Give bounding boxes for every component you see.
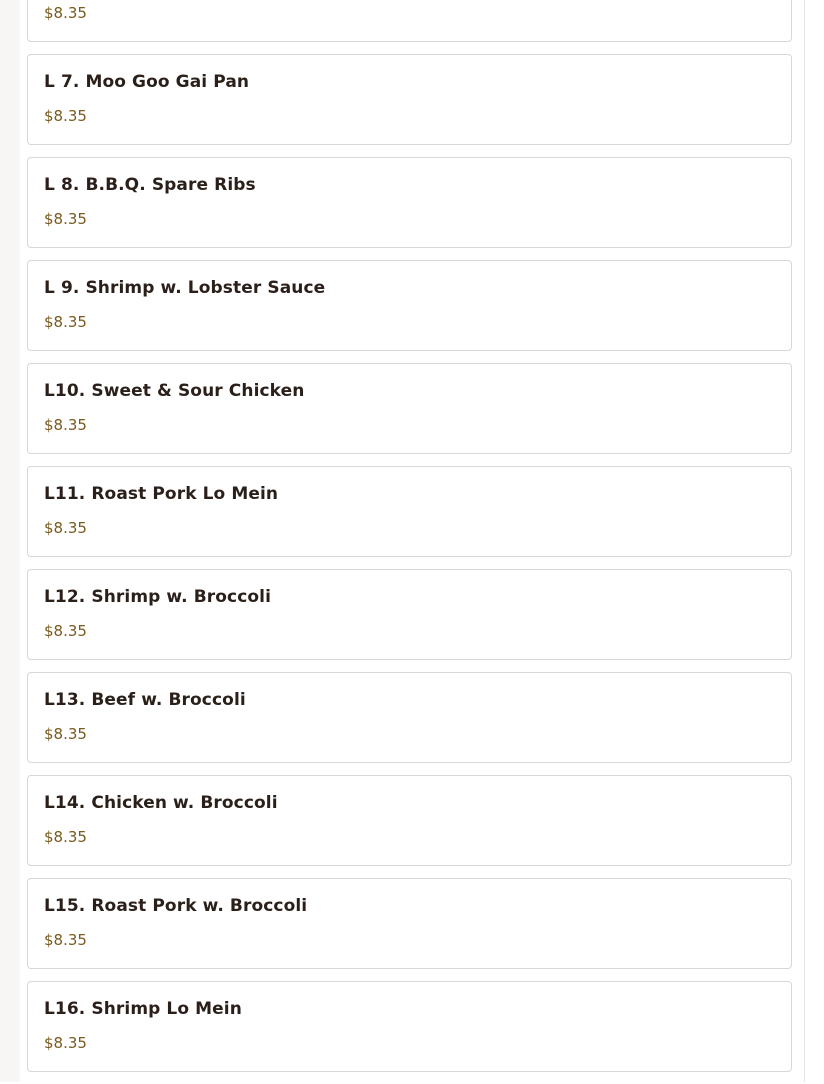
- menu-item-card[interactable]: [27, 157, 792, 248]
- menu-item-card[interactable]: [27, 878, 792, 969]
- menu-item-card[interactable]: [27, 466, 792, 557]
- menu-item-name: L14. Chicken w. Broccoli: [44, 793, 278, 813]
- menu-item-card[interactable]: [27, 54, 792, 145]
- menu-item-name: L10. Sweet & Sour Chicken: [44, 381, 305, 401]
- menu-item-price: $8.35: [44, 725, 87, 743]
- menu-item-price: $8.35: [44, 931, 87, 949]
- menu-item-name: L12. Shrimp w. Broccoli: [44, 587, 272, 607]
- menu-item-name: L11. Roast Pork Lo Mein: [44, 484, 279, 504]
- menu-item-card[interactable]: [27, 775, 792, 866]
- menu-item-name: L15. Roast Pork w. Broccoli: [44, 896, 308, 916]
- menu-item-price: $8.35: [44, 519, 87, 537]
- menu-item-price: $8.35: [44, 416, 87, 434]
- menu-item-card[interactable]: [27, 672, 792, 763]
- menu-item-name: L16. Shrimp Lo Mein: [44, 999, 242, 1019]
- menu-item-price: $8.35: [44, 622, 87, 640]
- menu-item-card[interactable]: [27, 569, 792, 660]
- menu-item-price: $8.35: [44, 1034, 87, 1052]
- menu-item-price: $8.35: [44, 313, 87, 331]
- menu-item-name: L13. Beef w. Broccoli: [44, 690, 246, 710]
- menu-item-price: $8.35: [44, 107, 87, 125]
- menu-item-list: [27, 0, 792, 1084]
- menu-item-price: $8.35: [44, 828, 87, 846]
- menu-item-name: L 8. B.B.Q. Spare Ribs: [44, 175, 256, 195]
- menu-item-name: L 9. Shrimp w. Lobster Sauce: [44, 278, 326, 298]
- menu-item-card[interactable]: [27, 260, 792, 351]
- menu-item-name: L 7. Moo Goo Gai Pan: [44, 72, 250, 92]
- page-left-gutter: [0, 0, 20, 1082]
- menu-item-card[interactable]: [27, 981, 792, 1072]
- menu-item-price: $8.35: [44, 210, 87, 228]
- menu-item-card[interactable]: [27, 363, 792, 454]
- menu-item-card[interactable]: [27, 0, 792, 42]
- page-scrollbar-track[interactable]: [804, 0, 824, 1082]
- menu-item-price: $8.35: [44, 4, 87, 22]
